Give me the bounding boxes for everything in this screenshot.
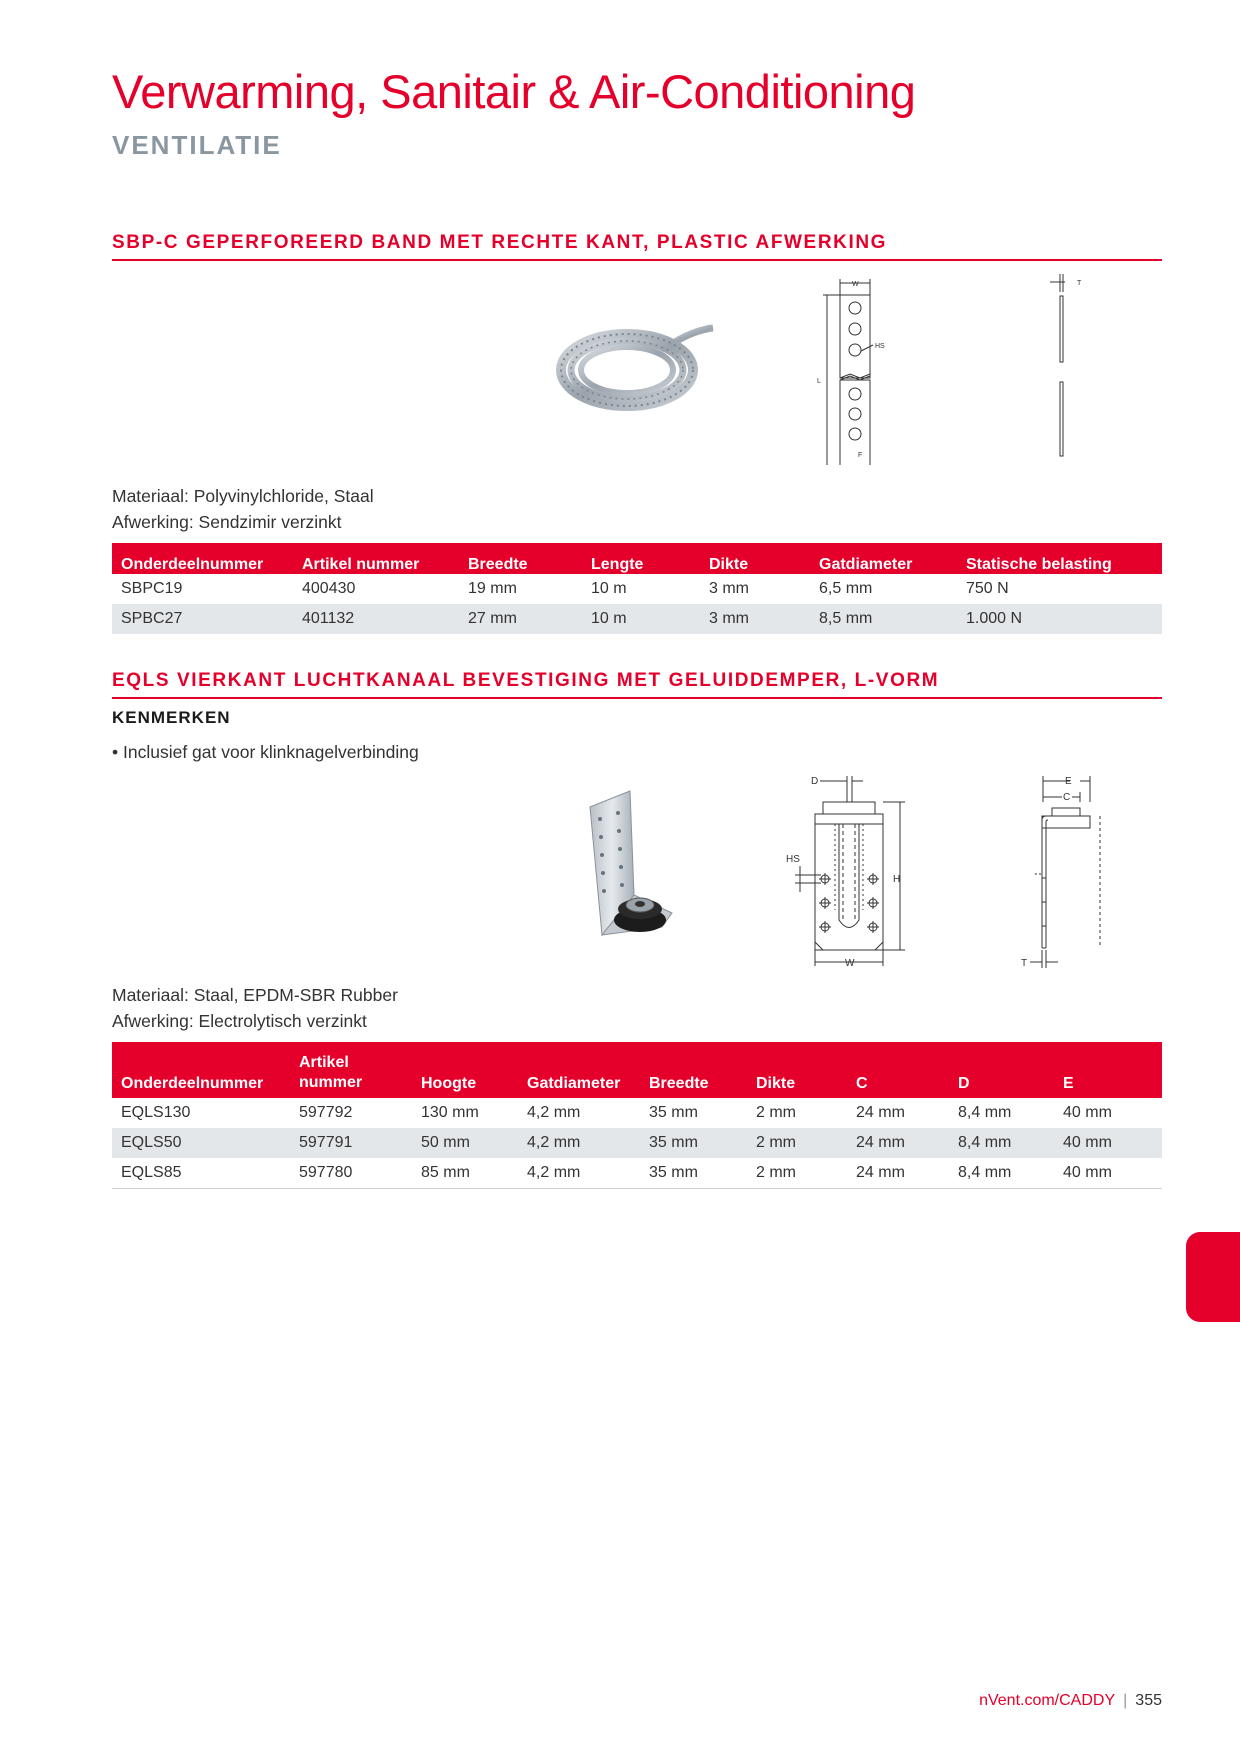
table-cell: 24 mm [856, 1104, 905, 1121]
table-cell: EQLS130 [121, 1104, 191, 1121]
table-cell: 40 mm [1063, 1104, 1112, 1121]
table-cell: SBPC19 [121, 580, 183, 597]
l-bracket-side-drawing [1010, 770, 1120, 970]
table-cell: 40 mm [1054, 1128, 1162, 1158]
table-cell: 35 mm [640, 1158, 747, 1189]
bracket-dim-t: T [1021, 958, 1028, 969]
table-header-cell: Artikel nummer [290, 1042, 412, 1098]
table-cell: 35 mm [640, 1128, 747, 1158]
table-cell: 8,5 mm [810, 604, 957, 634]
table-row [112, 1158, 1162, 1189]
table-cell: 24 mm [847, 1128, 949, 1158]
footer-separator: | [1123, 1692, 1128, 1709]
band-dim-f: F [858, 452, 863, 459]
table-row [112, 1098, 1162, 1128]
table-cell: SPBC27 [112, 604, 293, 634]
table-cell: 1.000 N [957, 604, 1162, 634]
table-cell: 10 m [591, 580, 627, 597]
band-side-drawing [1045, 270, 1095, 460]
table-header-cell: Onderdeelnummer [112, 543, 293, 574]
table-header-cell: C [847, 1042, 949, 1098]
table-cell: 4,2 mm [518, 1128, 640, 1158]
table-header-cell: Gatdiameter [810, 543, 957, 574]
table-cell: 597791 [290, 1128, 412, 1158]
band-dim-w: W [852, 281, 859, 288]
section2-finish: Afwerking: Electrolytisch verzinkt [112, 1011, 367, 1031]
table-cell: 6,5 mm [819, 580, 873, 597]
table-header-cell: Onderdeelnummer [112, 1042, 290, 1098]
section1-title: SBP-C GEPERFOREERD BAND MET RECHTE KANT, PLASTIC AFWERKING [112, 232, 888, 253]
table-header-cell: Artikel nummer [293, 543, 459, 574]
table-cell: 85 mm [412, 1158, 518, 1189]
table-cell: 597792 [299, 1104, 353, 1121]
table-cell: 597780 [290, 1158, 412, 1189]
table-header-cell: D [949, 1042, 1054, 1098]
perforated-band-coil-image [555, 318, 715, 418]
section2-title: EQLS VIERKANT LUCHTKANAAL BEVESTIGING MET GELUIDDEMPER, L-VORM [112, 670, 940, 691]
table-header-cell: E [1054, 1042, 1162, 1098]
table-cell: 2 mm [756, 1104, 796, 1121]
table-row [112, 604, 1162, 634]
feature-text: Inclusief gat voor klinknagelverbinding [123, 742, 419, 762]
bracket-dim-e: E [1065, 776, 1072, 787]
page-title: Verwarming, Sanitair & Air-Conditioning [112, 65, 916, 118]
chapter-side-tab [1186, 1232, 1240, 1322]
table-cell: 35 mm [649, 1104, 698, 1121]
bracket-dim-h: H [893, 874, 901, 885]
table-header-cell: Gatdiameter [518, 1042, 640, 1098]
table-cell: 130 mm [421, 1104, 479, 1121]
bracket-dim-w: W [845, 958, 855, 969]
table-cell: 4,2 mm [527, 1104, 581, 1121]
table-cell: 8,4 mm [958, 1104, 1012, 1121]
table-header-cell: Breedte [459, 543, 582, 574]
band-dim-t: T [1077, 280, 1082, 287]
table-cell: 750 N [966, 580, 1009, 597]
band-front-drawing [815, 275, 905, 465]
features-heading: KENMERKEN [112, 708, 231, 727]
section2-material: Materiaal: Staal, EPDM-SBR Rubber [112, 985, 398, 1005]
table-cell: 40 mm [1054, 1158, 1162, 1189]
table-header-row [112, 543, 1162, 574]
table-cell: 19 mm [468, 580, 517, 597]
section1-material: Materiaal: Polyvinylchloride, Staal [112, 486, 374, 506]
table-cell: 3 mm [700, 604, 810, 634]
bracket-dim-hs: HS [786, 854, 800, 865]
table-cell: 3 mm [709, 580, 749, 597]
table-cell: 10 m [582, 604, 700, 634]
table-header-cell: Statische belasting [957, 543, 1162, 574]
table-header-cell: Lengte [582, 543, 700, 574]
table-row [112, 1128, 1162, 1158]
bracket-dim-d: D [811, 776, 819, 787]
page-footer [979, 1692, 1162, 1710]
table-cell: 8,4 mm [949, 1128, 1054, 1158]
page-number: 355 [1135, 1692, 1162, 1709]
table-header-cell: Dikte [747, 1042, 847, 1098]
table-cell: 24 mm [847, 1158, 949, 1189]
table-header-cell: Hoogte [412, 1042, 518, 1098]
l-bracket-front-drawing [785, 770, 915, 970]
table-cell: 400430 [302, 580, 356, 597]
l-bracket-image [582, 785, 682, 955]
section1-spec-table [112, 543, 1162, 634]
table-cell: 27 mm [459, 604, 582, 634]
table-cell: 2 mm [747, 1128, 847, 1158]
table-cell: 8,4 mm [949, 1158, 1054, 1189]
section1-divider [112, 259, 1162, 261]
table-cell: EQLS50 [112, 1128, 290, 1158]
table-header-row [112, 1042, 1162, 1098]
bracket-dim-c: C [1063, 792, 1071, 803]
table-cell: 401132 [293, 604, 459, 634]
table-cell: 50 mm [412, 1128, 518, 1158]
feature-list-item: • Inclusief gat voor klinknagelverbinding [112, 742, 419, 762]
section2-divider [112, 697, 1162, 699]
table-cell: EQLS85 [112, 1158, 290, 1189]
section1-finish: Afwerking: Sendzimir verzinkt [112, 512, 342, 532]
footer-link[interactable]: nVent.com/CADDY [979, 1692, 1116, 1709]
table-row [112, 574, 1162, 604]
table-cell: 2 mm [747, 1158, 847, 1189]
band-dim-hs: HS [875, 343, 885, 350]
table-cell: 4,2 mm [518, 1158, 640, 1189]
page-subtitle: VENTILATIE [112, 130, 282, 160]
table-header-cell: Breedte [640, 1042, 747, 1098]
section2-spec-table [112, 1042, 1162, 1189]
band-dim-l: L [817, 378, 821, 385]
table-header-cell: Dikte [700, 543, 810, 574]
